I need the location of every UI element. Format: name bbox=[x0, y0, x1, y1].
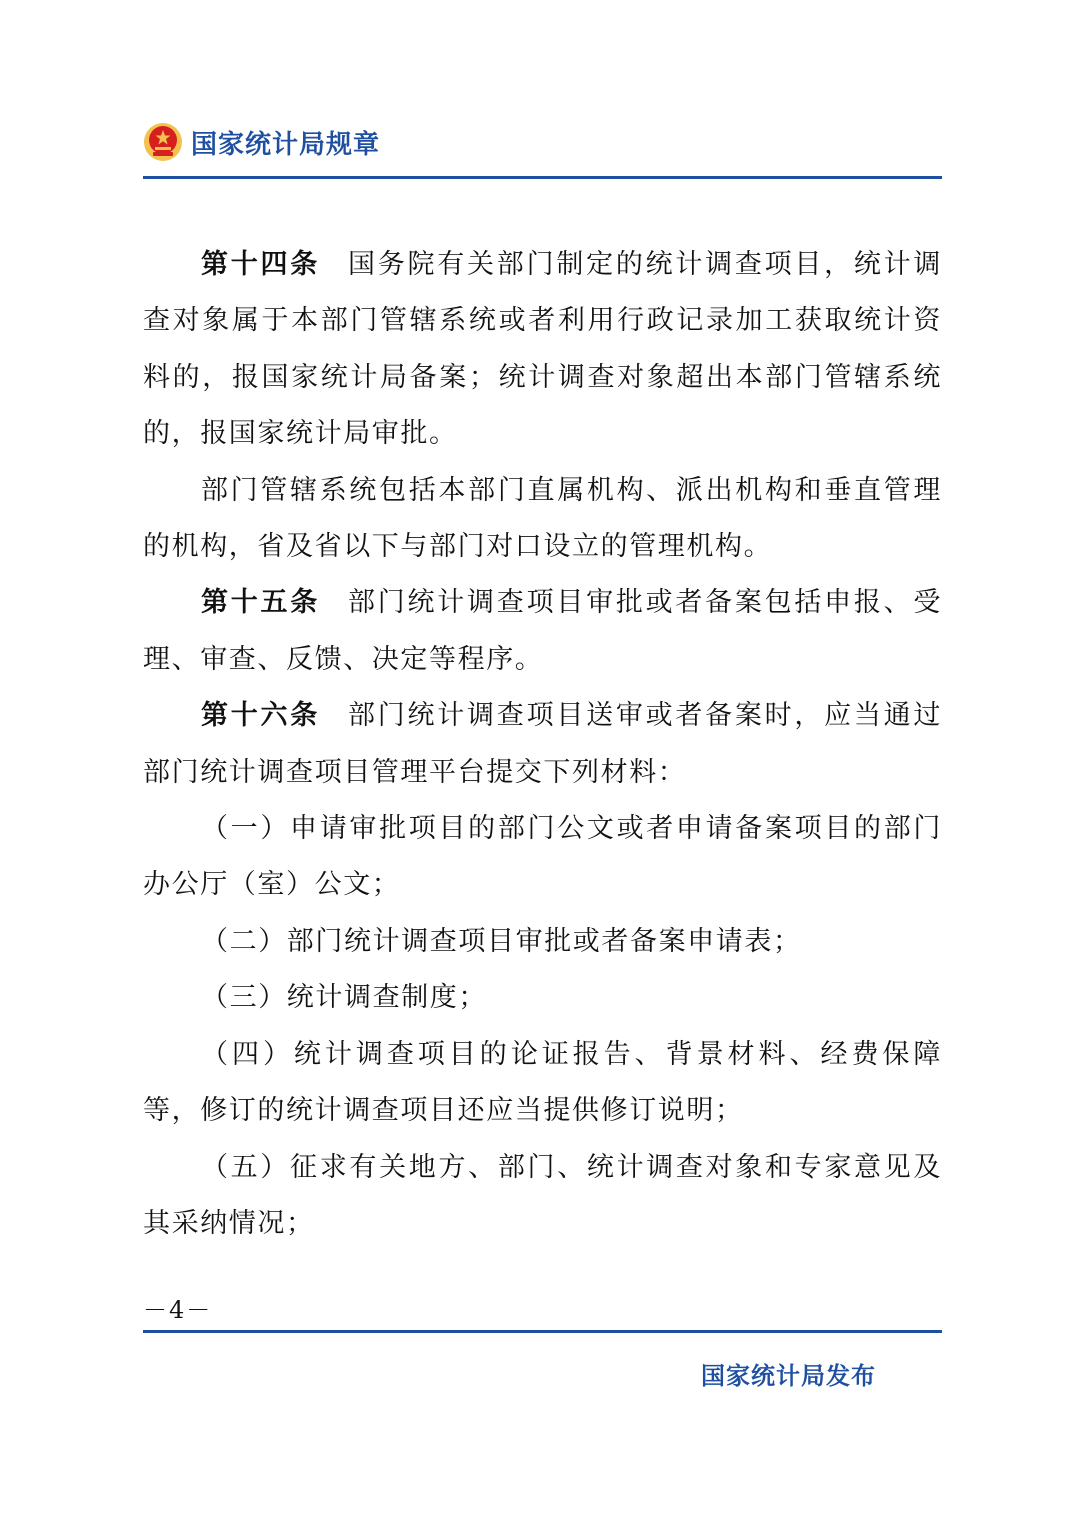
paragraph-text: 国务院有关部门制定的统计调查项目，统计调查对象属于本部门管辖系统或者利用行政记录加工获取统计资料的，报国家统计局备案；统计调查对象超出本部门管辖系统的，报国家统计局审批。 bbox=[143, 249, 942, 450]
page-header bbox=[143, 120, 380, 164]
article-number: 第十六条 bbox=[201, 700, 321, 732]
list-item bbox=[143, 801, 942, 914]
paragraph-text: 部门统计调查项目送审或者备案时，应当通过部门统计调查项目管理平台提交下列材料： bbox=[143, 700, 942, 788]
paragraph-text: （五）征求有关地方、部门、统计调查对象和专家意见及其采纳情况； bbox=[143, 1151, 942, 1239]
paragraph-text: （三）统计调查制度； bbox=[201, 982, 487, 1014]
paragraph-text: （二）部门统计调查项目审批或者备案申请表； bbox=[201, 925, 802, 957]
paragraph bbox=[143, 463, 942, 576]
footer-publisher: 国家统计局发布 bbox=[701, 1362, 876, 1390]
national-emblem-icon bbox=[143, 122, 183, 162]
paragraph-text: （一）申请审批项目的部门公文或者申请备案项目的部门办公厅（室）公文； bbox=[143, 813, 942, 901]
paragraph-text: 部门管辖系统包括本部门直属机构、派出机构和垂直管理的机构，省及省以下与部门对口设立的管理机构。 bbox=[143, 474, 942, 563]
paragraph bbox=[143, 237, 942, 463]
paragraph-text: （四）统计调查项目的论证报告、背景材料、经费保障等，修订的统计调查项目还应当提供修订说明； bbox=[143, 1038, 942, 1127]
list-item bbox=[143, 1140, 942, 1253]
header-title: 国家统计局规章 bbox=[191, 129, 381, 160]
list-item bbox=[143, 970, 942, 1026]
document-body bbox=[143, 237, 942, 1252]
paragraph bbox=[143, 575, 942, 688]
list-item bbox=[143, 1027, 942, 1140]
list-item bbox=[143, 914, 942, 970]
header-divider bbox=[143, 176, 942, 179]
footer-divider bbox=[143, 1330, 942, 1333]
paragraph bbox=[143, 688, 942, 801]
paragraph-text: 部门统计调查项目审批或者备案包括申报、受理、审查、反馈、决定等程序。 bbox=[143, 587, 942, 675]
article-number: 第十五条 bbox=[201, 587, 321, 619]
article-number: 第十四条 bbox=[201, 249, 321, 280]
page-number: －4－ bbox=[143, 1296, 213, 1324]
